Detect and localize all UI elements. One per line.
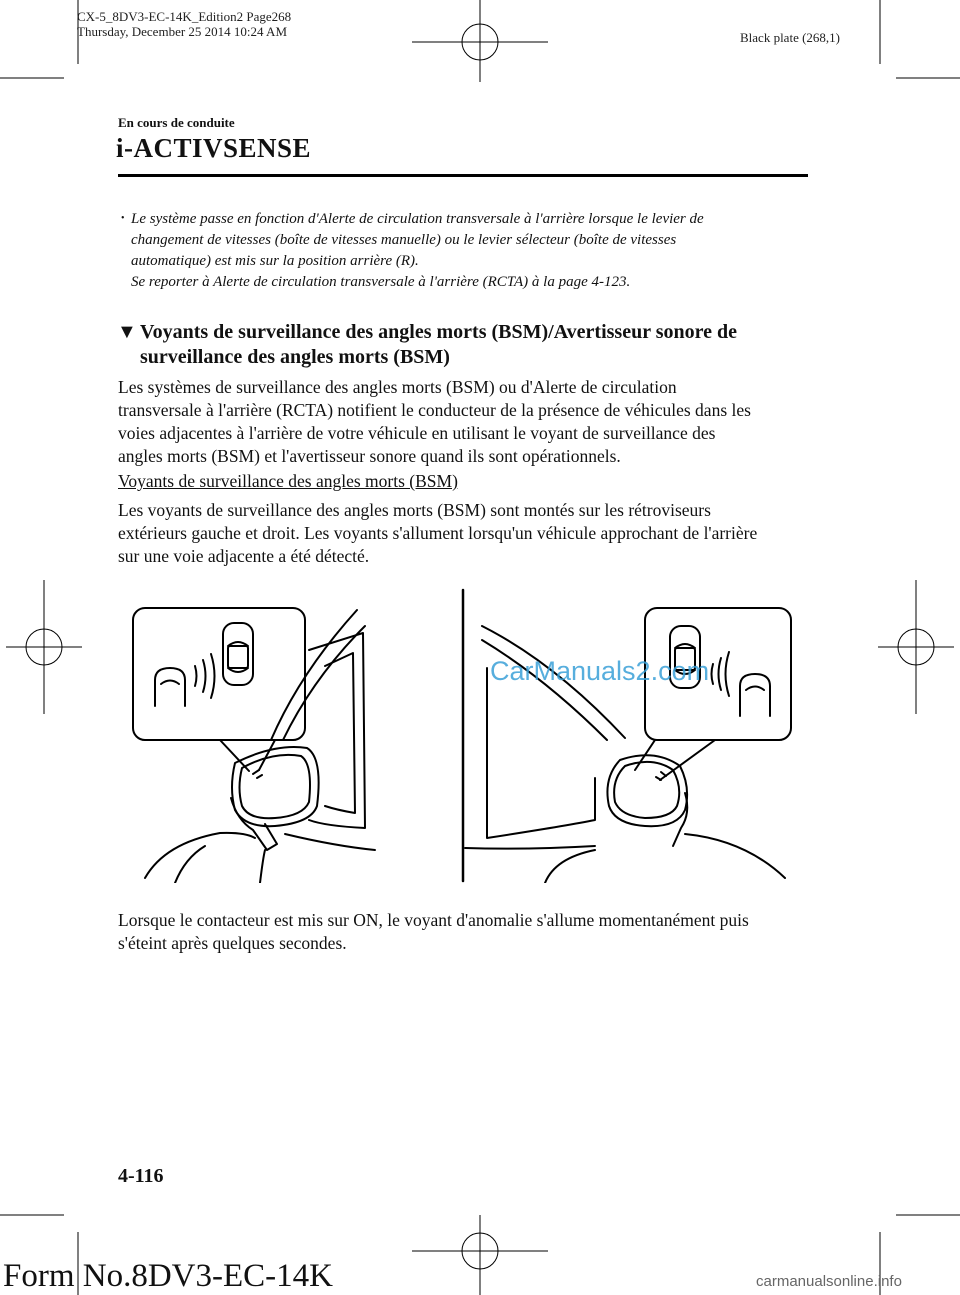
note-block bbox=[131, 209, 811, 293]
note-line: changement de vitesses (boîte de vitesses manuelle) ou le levier sélecteur (boîte de vitesses bbox=[131, 232, 677, 248]
plate-label: Black plate (268,1) bbox=[740, 30, 840, 45]
intro-paragraph bbox=[118, 376, 818, 468]
page-number: 4-116 bbox=[118, 1165, 164, 1187]
section-heading-marker: ▼ bbox=[117, 321, 137, 343]
section-heading bbox=[140, 320, 820, 370]
section-heading-line: Voyants de surveillance des angles morts (BSM)/Avertisseur sonore de bbox=[140, 321, 738, 343]
paragraph-line: Les voyants de surveillance des angles morts (BSM) sont montés sur les rétroviseurs bbox=[118, 500, 711, 520]
site-watermark: carmanualsonline.info bbox=[756, 1273, 902, 1290]
file-info-line: CX-5_8DV3-EC-14K_Edition2 Page268 bbox=[77, 9, 292, 24]
indicator-paragraph bbox=[118, 499, 818, 568]
paragraph-line: sur une voie adjacente a été détecté. bbox=[118, 546, 370, 566]
paragraph-line: s'éteint après quelques secondes. bbox=[118, 933, 347, 953]
paragraph-line: Lorsque le contacteur est mis sur ON, le voyant d'anomalie s'allume momentanément puis bbox=[118, 910, 749, 930]
paragraph-line: extérieurs gauche et droit. Les voyants s'allument lorsqu'un véhicule approchant de l'arrière bbox=[118, 523, 758, 543]
ignition-paragraph bbox=[118, 909, 818, 955]
paragraph-line: angles morts (BSM) et l'avertisseur sonore quand ils sont opérationnels. bbox=[118, 446, 621, 466]
title-rule bbox=[118, 174, 808, 177]
date-line: Thursday, December 25 2014 10:24 AM bbox=[77, 24, 288, 39]
page-title: i-ACTIVSENSE bbox=[116, 133, 312, 163]
paragraph-line: voies adjacentes à l'arrière de votre véhicule en utilisant le voyant de surveillance des bbox=[118, 423, 716, 443]
subheading: Voyants de surveillance des angles morts (BSM) bbox=[118, 471, 458, 491]
note-line: automatique) est mis sur la position arrière (R). bbox=[131, 253, 419, 269]
watermark: CarManuals2.com bbox=[490, 656, 710, 686]
paragraph-line: transversale à l'arrière (RCTA) notifient le conducteur de la présence de véhicules dans les bbox=[118, 400, 751, 420]
note-line: Le système passe en fonction d'Alerte de circulation transversale à l'arrière lorsque le levier de bbox=[131, 211, 704, 227]
section-label: En cours de conduite bbox=[118, 115, 235, 130]
bsm-mirror-illustration bbox=[125, 588, 805, 883]
form-number: Form No.8DV3-EC-14K bbox=[3, 1258, 333, 1294]
note-line: Se reporter à Alerte de circulation transversale à l'arrière (RCTA) à la page 4-123. bbox=[131, 274, 631, 290]
section-heading-line: surveillance des angles morts (BSM) bbox=[140, 346, 450, 368]
paragraph-line: Les systèmes de surveillance des angles morts (BSM) ou d'Alerte de circulation bbox=[118, 377, 677, 397]
note-bullet: • bbox=[121, 213, 125, 224]
